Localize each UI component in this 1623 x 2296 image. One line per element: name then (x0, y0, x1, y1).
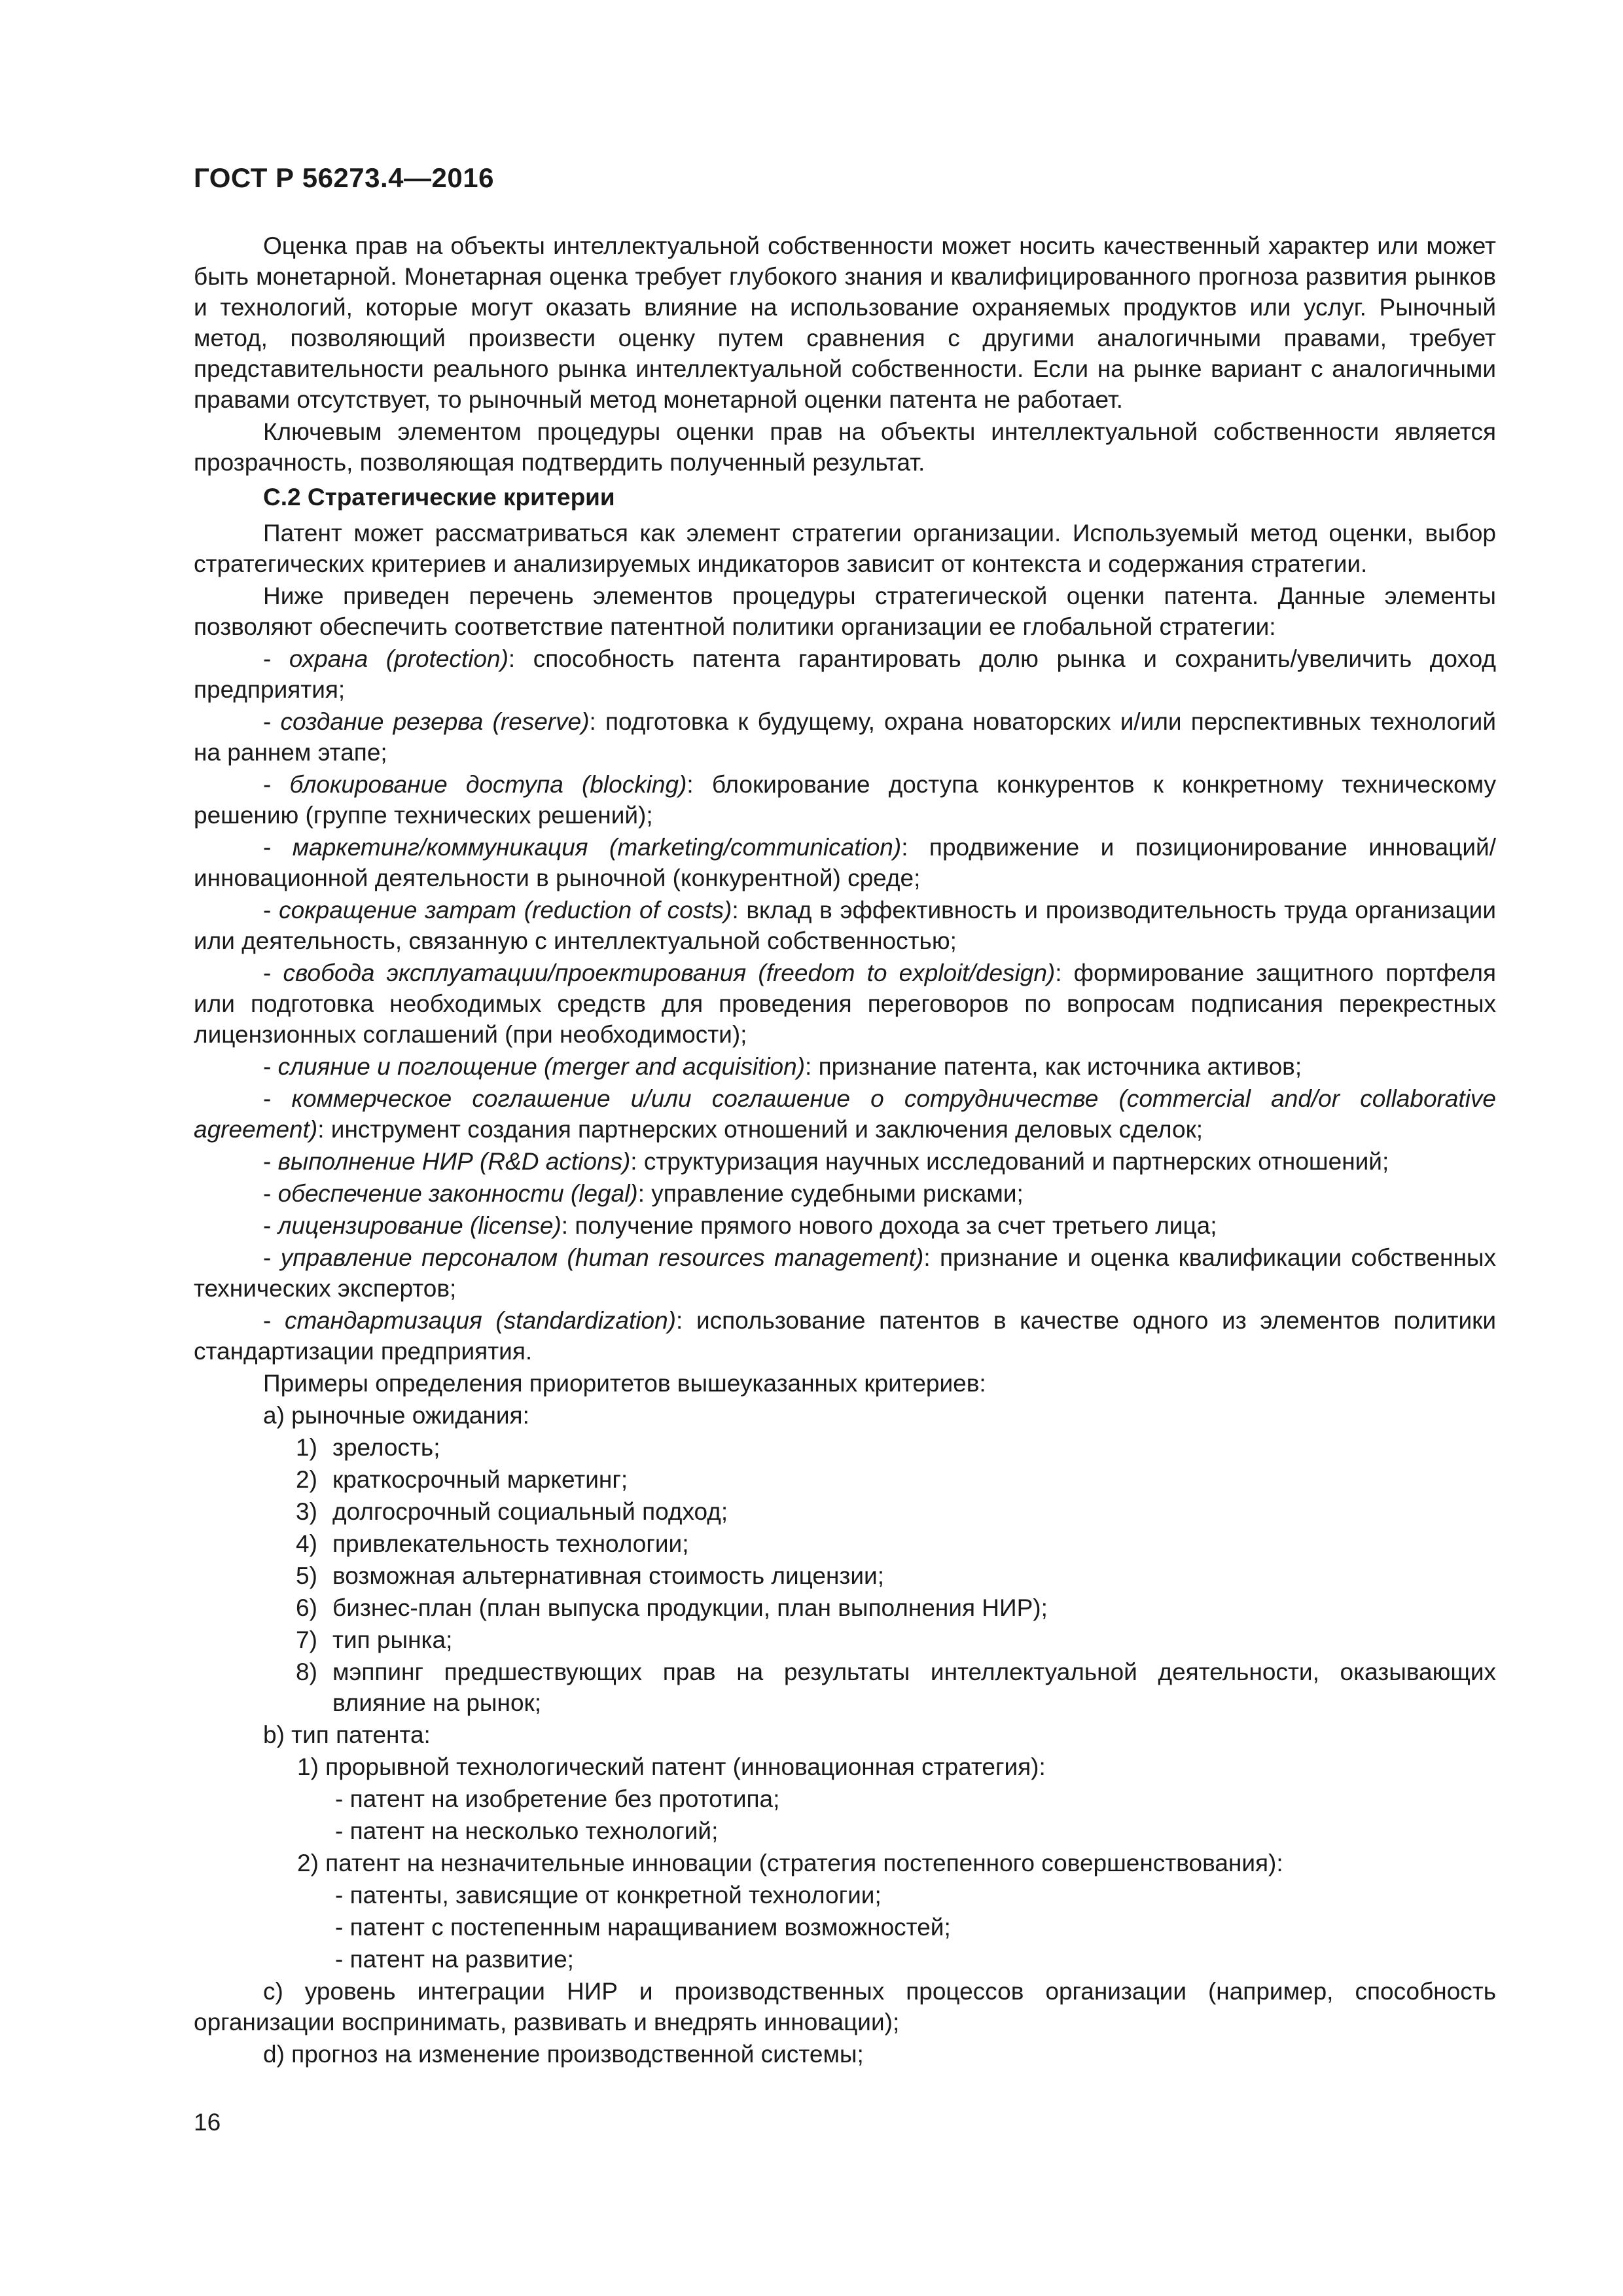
item-text: тип рынка; (332, 1626, 453, 1653)
list-item: - патент на развитие; (335, 1946, 574, 1973)
item-text: зрелость; (332, 1434, 440, 1461)
criterion-term: слияние и поглощение (merger and acquisition) (277, 1053, 806, 1080)
criterion-term: лицензирование (license) (277, 1212, 562, 1239)
list-item (194, 1464, 1496, 1495)
criterion-desc: : способность патента гарантировать долю рынка и сохранить/увеличить доход предприятия; (194, 645, 1496, 703)
list-item: - обеспечение законности (legal): управление судебными рисками; (263, 1180, 1024, 1207)
list-item: - сокращение затрат (reduction of costs): вклад в эффективность и производительность труда организации или деятельность, связанную с интеллектуальной собственностью; (194, 897, 1497, 954)
criterion-desc: : вклад в эффективность и производительность труда организации или деятельность, связанную с интеллектуальной собственностью; (194, 897, 1497, 954)
list-item-d: d) прогноз на изменение производственной системы; (263, 2041, 864, 2068)
item-number: 1) (296, 1434, 317, 1461)
item-text: привлекательность технологии; (332, 1530, 689, 1557)
criterion-term: сокращение затрат (reduction of costs) (279, 897, 732, 924)
criterion-term: охрана (protection) (289, 645, 508, 672)
criterion-desc: : признание патента, как источника активов; (805, 1053, 1302, 1080)
list-item: - свобода эксплуатации/проектирования (freedom to exploit/design): формирование защитного портфеля или подготовка необходимых средств для проведения переговоров по вопросам подписания перекрестных лицензионных соглашений (при необходимости); (194, 960, 1496, 1048)
market-expectations-list (194, 1432, 1496, 1718)
list-item-b: b) тип патента: (263, 1721, 431, 1748)
list-item: - патент на несколько технологий; (335, 1818, 719, 1844)
item-number: 5) (296, 1562, 317, 1589)
list-item (194, 1657, 1496, 1718)
list-item: - создание резерва (reserve): подготовка к будущему, охрана новаторских и/или перспективных технологий на раннем этапе; (194, 708, 1496, 766)
criterion-term: создание резерва (reserve) (280, 708, 590, 735)
list-item: - выполнение НИР (R&D actions): структуризация научных исследований и партнерских отношений; (263, 1148, 1389, 1175)
criterion-term: обеспечение законности (legal) (277, 1180, 638, 1207)
list-item: - патент с постепенным наращиванием возможностей; (335, 1914, 951, 1941)
criterion-desc: : продвижение и позиционирование инноваций/инновационной деятельности в рыночной (конкурентной) среде; (194, 834, 1496, 891)
criterion-term: блокирование доступа (blocking) (289, 771, 687, 798)
list-item (194, 1496, 1496, 1527)
list-item-a: а) рыночные ожидания: (263, 1402, 529, 1429)
criterion-desc: : инструмент создания партнерских отношений и заключения деловых сделок; (317, 1116, 1204, 1143)
criterion-desc: : блокирование доступа конкурентов к конкретному техническому решению (группе технических решений); (194, 771, 1497, 829)
list-item: 1) прорывной технологический патент (инновационная стратегия): (297, 1753, 1046, 1780)
list-item: - маркетинг/коммуникация (marketing/communication): продвижение и позиционирование инноваций/инновационной деятельности в рыночной (конкурентной) среде; (194, 834, 1496, 891)
item-text: долгосрочный социальный подход; (332, 1498, 728, 1525)
list-item (194, 1560, 1496, 1591)
list-item: - стандартизация (standardization): использование патентов в качестве одного из элементов политики стандартизации предприятия. (194, 1307, 1497, 1365)
criterion-desc: : получение прямого нового дохода за счет третьего лица; (561, 1212, 1217, 1239)
list-item (194, 1592, 1496, 1623)
item-number: 6) (296, 1594, 317, 1621)
item-text: возможная альтернативная стоимость лицензии; (332, 1562, 884, 1589)
list-item: - управление персоналом (human resources management): признание и оценка квалификации собственных технических экспертов; (194, 1244, 1496, 1302)
paragraph: Патент может рассматриваться как элемент стратегии организации. Используемый метод оценки, выбор стратегических критериев и анализируемых индикаторов зависит от контекста и содержания стратегии. (194, 520, 1496, 577)
list-item: - лицензирование (license): получение прямого нового дохода за счет третьего лица; (263, 1212, 1217, 1239)
item-text: мэппинг предшествующих прав на результаты интеллектуальной деятельности, оказывающих влияние на рынок; (332, 1659, 1496, 1716)
criterion-term: свобода эксплуатации/проектирования (freedom to exploit/design) (283, 960, 1056, 986)
criterion-term: управление персоналом (human resources management) (280, 1244, 924, 1271)
item-number: 7) (296, 1626, 317, 1653)
list-item: - охрана (protection): способность патента гарантировать долю рынка и сохранить/увеличить доход предприятия; (194, 645, 1496, 703)
list-item (194, 1528, 1496, 1559)
criterion-desc: : признание и оценка квалификации собственных технических экспертов; (194, 1244, 1496, 1302)
criterion-desc: : структуризация научных исследований и партнерских отношений; (630, 1148, 1389, 1175)
paragraph: Примеры определения приоритетов вышеуказанных критериев: (263, 1370, 986, 1397)
section-heading: С.2 Стратегические критерии (263, 484, 615, 511)
criterion-term: маркетинг/коммуникация (marketing/communication) (292, 834, 902, 861)
criteria-list (194, 643, 1496, 1367)
item-number: 8) (296, 1659, 317, 1685)
list-item: - блокирование доступа (blocking): блокирование доступа конкурентов к конкретному техническому решению (группе технических решений); (194, 771, 1497, 829)
list-item (194, 1624, 1496, 1655)
criterion-desc: : управление судебными рисками; (637, 1180, 1024, 1207)
item-number: 3) (296, 1498, 317, 1525)
list-item: - слияние и поглощение (merger and acquisition): признание патента, как источника активов; (263, 1053, 1302, 1080)
criterion-desc: : формирование защитного портфеля или подготовка необходимых средств для проведения переговоров по вопросам подписания перекрестных лицензионных соглашений (при необходимости); (194, 960, 1496, 1048)
criterion-term: выполнение НИР (R&D actions) (277, 1148, 631, 1175)
criterion-term: стандартизация (standardization) (285, 1307, 676, 1334)
paragraph: Ключевым элементом процедуры оценки прав на объекты интеллектуальной собственности является прозрачность, позволяющая подтвердить полученный результат. (194, 418, 1496, 476)
paragraph: Оценка прав на объекты интеллектуальной собственности может носить качественный характер или может быть монетарной. Монетарная оценка требует глубокого знания и квалифицированного прогноза развития рынков и технологий, которые могут оказать влияние на использование охраняемых продуктов или услуг. Рыночный метод, позволяющий произвести оценку путем сравнения с другими аналогичными правами, требует представительности реального рынка интеллектуальной собственности. Если на рынке вариант с аналогичными правами отсутствует, то рыночный метод монетарной оценки патента не работает. (194, 232, 1496, 413)
paragraph: Ниже приведен перечень элементов процедуры стратегической оценки патента. Данные элементы позволяют обеспечить соответствие патентной политики организации ее глобальной стратегии: (194, 583, 1496, 640)
page-number: 16 (194, 2109, 221, 2136)
item-number: 4) (296, 1530, 317, 1557)
list-item: - коммерческое соглашение и/или соглашение о сотрудничестве (commercial and/or collaborative agreement): инструмент создания партнерских отношений и заключения деловых сделок; (194, 1085, 1496, 1143)
list-item (194, 1432, 1496, 1463)
item-text: бизнес-план (план выпуска продукции, план выполнения НИР); (332, 1594, 1048, 1621)
criterion-desc: : использование патентов в качестве одного из элементов политики стандартизации предприятия. (194, 1307, 1497, 1365)
item-text: краткосрочный маркетинг; (332, 1466, 628, 1493)
document-header: ГОСТ Р 56273.4—2016 (194, 162, 494, 193)
list-item: - патенты, зависящие от конкретной технологии; (335, 1882, 882, 1909)
list-item-c: с) уровень интеграции НИР и производственных процессов организации (например, способность организации воспринимать, развивать и внедрять инновации); (194, 1978, 1496, 2036)
item-number: 2) (296, 1466, 317, 1493)
criterion-desc: : подготовка к будущему, охрана новаторских и/или перспективных технологий на раннем этапе; (194, 708, 1496, 766)
list-item: - патент на изобретение без прототипа; (335, 1785, 780, 1812)
list-item: 2) патент на незначительные инновации (стратегия постепенного совершенствования): (297, 1850, 1283, 1876)
document-body (194, 230, 1496, 2071)
criterion-term: коммерческое соглашение и/или соглашение о сотрудничестве (commercial and/or collaborative agreement) (194, 1085, 1496, 1143)
